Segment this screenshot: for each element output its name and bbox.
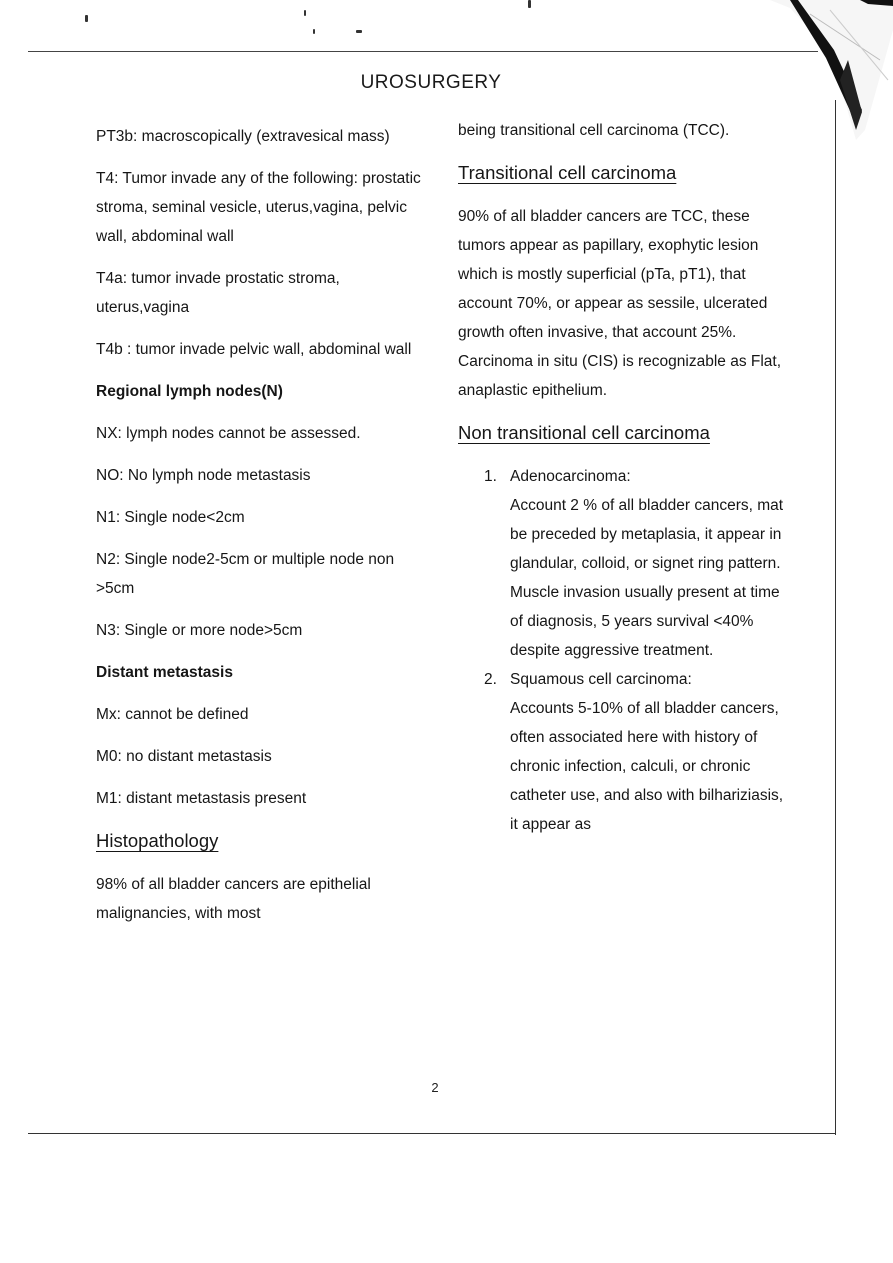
scan-speck	[85, 15, 88, 22]
section-heading-non-tcc: Non transitional cell carcinoma	[458, 422, 710, 443]
numbered-list	[458, 462, 788, 839]
section-heading-tcc: Transitional cell carcinoma	[458, 162, 677, 183]
scan-speck	[356, 30, 362, 33]
left-column	[96, 122, 426, 941]
staging-item: T4b : tumor invade pelvic wall, abdominal wall	[96, 341, 412, 358]
staging-item: T4a: tumor invade prostatic stroma, uterus,vagina	[96, 270, 340, 316]
scan-corner-mark	[770, 0, 893, 140]
staging-item: T4: Tumor invade any of the following: prostatic stroma, seminal vesicle, uterus,vagina, pelvic wall, abdominal wall	[96, 170, 421, 245]
list-item-number: 2.	[484, 671, 497, 688]
page-title: UROSURGERY	[360, 72, 502, 93]
list-item-text: Accounts 5-10% of all bladder cancers, often associated here with history of chronic infection, calculi, or chronic catheter use, and also with bilhariziasis, it appear as	[510, 700, 784, 833]
subheading-distant-metastasis: Distant metastasis	[96, 664, 233, 681]
section-heading-histopathology: Histopathology	[96, 830, 219, 851]
staging-item: PT3b: macroscopically (extravesical mass)	[96, 128, 390, 145]
body-paragraph: being transitional cell carcinoma (TCC).	[458, 122, 730, 139]
scan-speck	[304, 10, 306, 16]
staging-item: M1: distant metastasis present	[96, 790, 307, 807]
scan-speck	[313, 29, 315, 34]
list-item	[458, 462, 788, 665]
staging-item: NX: lymph nodes cannot be assessed.	[96, 425, 361, 442]
list-item-number: 1.	[484, 468, 497, 485]
staging-item: N2: Single node2-5cm or multiple node non >5cm	[96, 551, 395, 597]
scan-speck	[528, 0, 531, 8]
list-item-title: Squamous cell carcinoma:	[510, 671, 692, 688]
right-column	[458, 116, 788, 839]
staging-item: N3: Single or more node>5cm	[96, 622, 303, 639]
staging-item: Mx: cannot be defined	[96, 706, 249, 723]
list-item	[458, 665, 788, 839]
list-item-text: Account 2 % of all bladder cancers, mat be preceded by metaplasia, it appear in glandular, colloid, or signet ring pattern. Muscle invasion usually present at time of diagnosis, 5 years survival <40% despite aggressive treatment.	[510, 497, 784, 659]
body-paragraph: 90% of all bladder cancers are TCC, these tumors appear as papillary, exophytic lesion which is mostly superficial (pTa, pT1), that account 70%, or appear as sessile, ulcerated growth often invasive, that account 25%. Carcinoma in situ (CIS) is recognizable as Flat, anaplastic epithelium.	[458, 208, 782, 399]
subheading-regional-lymph-nodes: Regional lymph nodes(N)	[96, 383, 283, 400]
top-rule	[28, 51, 818, 52]
bottom-rule	[28, 1133, 836, 1134]
staging-item: N1: Single node<2cm	[96, 509, 245, 526]
page-number: 2	[431, 1080, 439, 1095]
staging-item: NO: No lymph node metastasis	[96, 467, 311, 484]
list-item-title: Adenocarcinoma:	[510, 468, 631, 485]
body-paragraph: 98% of all bladder cancers are epithelial malignancies, with most	[96, 876, 371, 922]
right-rule	[835, 100, 836, 1135]
staging-item: M0: no distant metastasis	[96, 748, 272, 765]
